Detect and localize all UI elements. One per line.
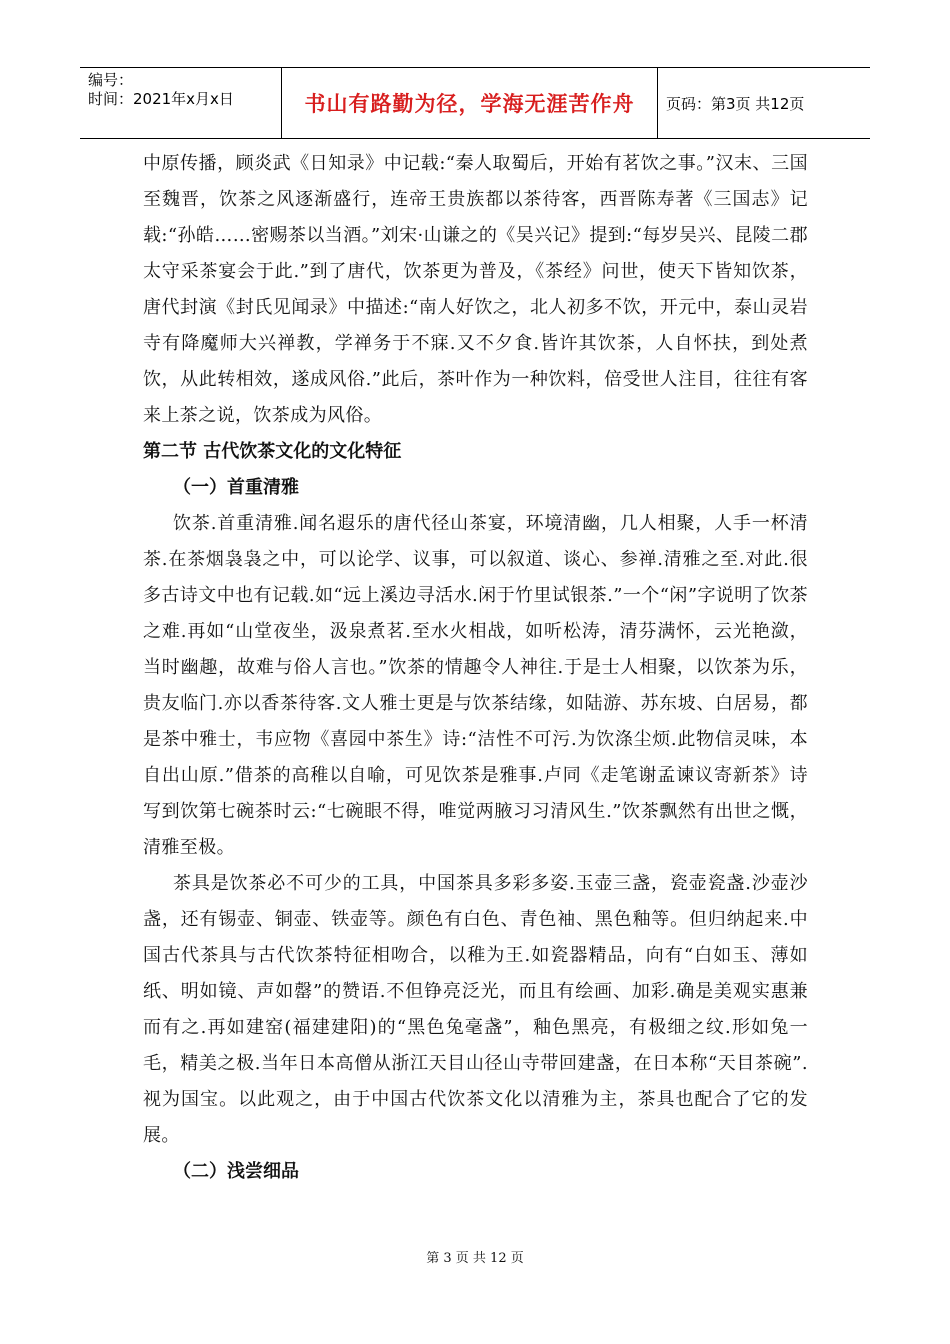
paragraph-elegance: 饮茶.首重清雅.闻名遐乐的唐代径山茶宴，环境清幽，几人相聚，人手一杯清茶.在茶烟袅袅之中，可以论学、议事，可以叙道、谈心、参禅.清雅之至.对此.很多古诗文中也有记载.如“远上溪边寻活水.闲于竹里试银茶.”一个“闲”字说明了饮茶之难.再如“山堂夜坐，汲泉煮茗.至水火相战，如听松涛，清芬满怀，云光艳潋，当时幽趣，故难与俗人言也。”饮茶的情趣令人神往.于是士人相聚，以饮茶为乐，贵友临门.亦以香茶待客.文人雅士更是与饮茶结缘，如陆游、苏东坡、白居易，都是茶中雅士，韦应物《喜园中茶生》诗:“洁性不可污.为饮涤尘烦.此物信灵味，本自出山原.”借茶的高稚以自喻，可见饮茶是雅事.卢同《走笔谢孟谏议寄新茶》诗写到饮第七碗茶时云:“七碗眼不得，唯觉两腋习习清风生.”饮茶飘然有出世之慨，清雅至极。 — [143, 513, 808, 858]
paragraph-teaware: 茶具是饮茶必不可少的工具，中国茶具多彩多姿.玉壶三盏，瓷壶瓷盏.沙壶沙盏，还有锡壶、铜壶、铁壶等。颜色有白色、青色袖、黑色釉等。但归纳起来.中国古代茶具与古代饮茶特征相吻合，以稚为王.如瓷器精品，向有“白如玉、薄如纸、明如镜、声如罄”的赞语.不但铮亮泛光，而且有绘画、加彩.确是美观实惠兼而有之.再如建窑(福建建阳)的“黑色兔毫盏”，釉色黑亮，有极细之纹.形如兔一毛，精美之极.当年日本高僧从浙江天目山径山寺带回建盏，在日本称“天目茶碗”.视为国宝。以此观之，由于中国古代饮茶文化以清雅为主，茶具也配合了它的发展。 — [143, 873, 808, 1146]
header-page-cell — [658, 68, 870, 138]
page-label: 页码：第3页 共12页 — [666, 94, 805, 113]
header-meta-cell — [80, 68, 282, 138]
document-body — [143, 146, 808, 1190]
subheading-tasting: （二）浅尝细品 — [173, 1161, 299, 1182]
paragraph-history: 中原传播，顾炎武《日知录》中记载:“秦人取蜀后，开始有茗饮之事。”汉末、三国至魏晋，饮茶之风逐渐盛行，连帝王贵族都以茶待客，西晋陈寿著《三国志》记载:“孙皓……密赐茶以当酒。”刘宋·山谦之的《吴兴记》提到:“每岁吴兴、昆陵二郡太守采茶宴会于此.”到了唐代，饮茶更为普及，《茶经》问世，使天下皆知饮茶，唐代封演《封氏见闻录》中描述:“南人好饮之，北人初多不饮，开元中，泰山灵岩寺有降魔师大兴禅教，学禅务于不寐.又不夕食.皆许其饮茶，人自怀扶，到处煮饮，从此转相效，遂成风俗.”此后，茶叶作为一种饮料，倍受世人注目，往往有客来上茶之说，饮茶成为风俗。 — [143, 153, 808, 426]
section-heading: 第二节 古代饮茶文化的文化特征 — [143, 441, 402, 462]
header-motto-cell — [282, 68, 658, 138]
subheading-elegance: （一）首重清雅 — [173, 477, 299, 498]
time-label: 时间：2021年x月x日 — [88, 90, 234, 108]
page-footer: 第 3 页 共 12 页 — [426, 1251, 524, 1266]
number-label: 编号： — [88, 71, 134, 89]
motto-text: 书山有路勤为径，学海无涯苦作舟 — [304, 92, 635, 116]
page-header — [80, 67, 870, 139]
